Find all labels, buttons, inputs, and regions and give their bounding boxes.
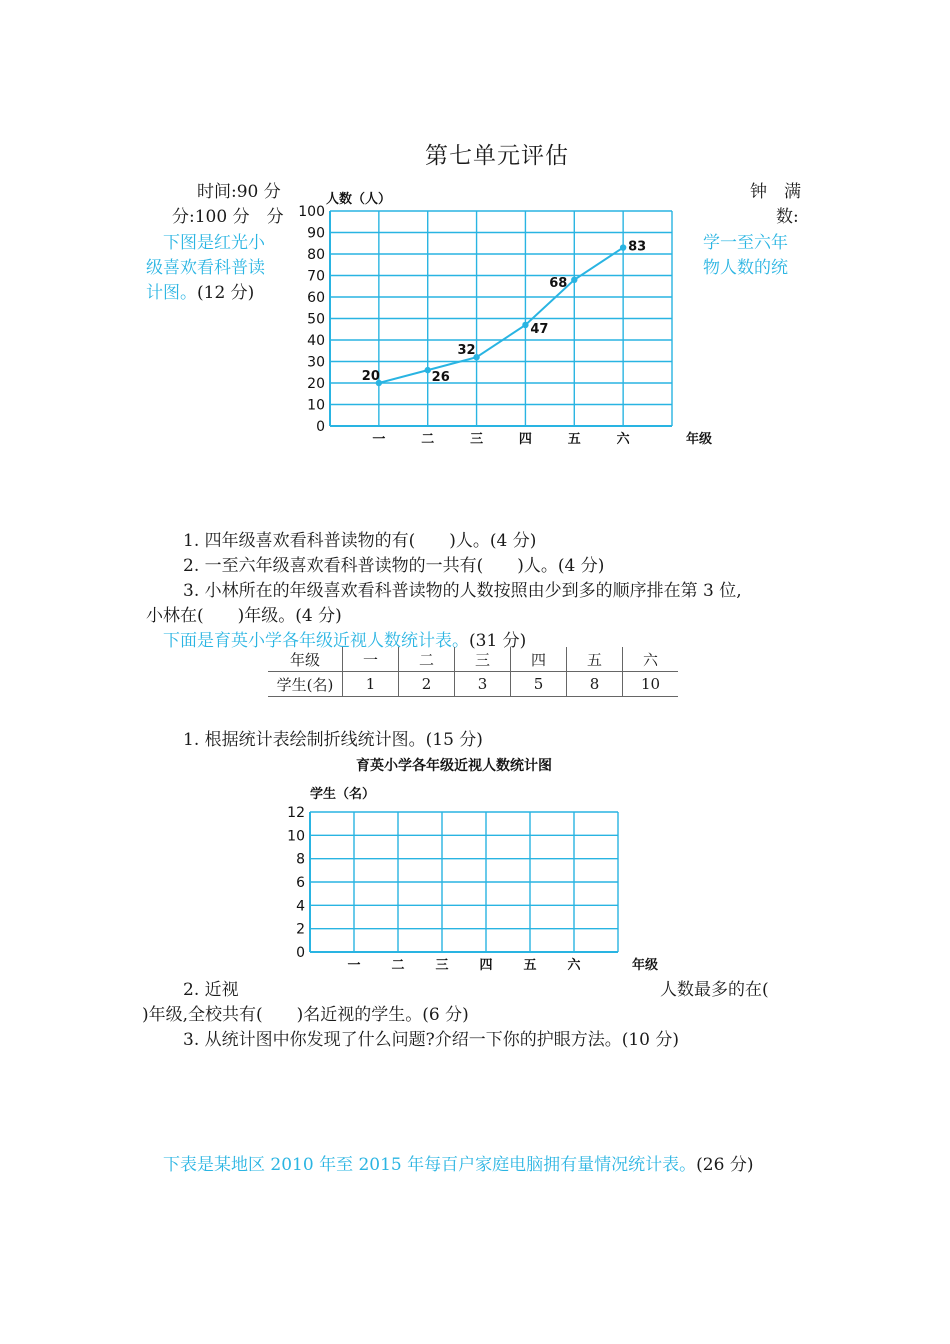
- table-cell: 一: [343, 647, 399, 672]
- full-score: 分:100 分 分: [172, 207, 284, 227]
- x-tick-label: 二: [391, 958, 405, 973]
- table-cell: 二: [399, 647, 455, 672]
- table-cell: 1: [343, 672, 399, 697]
- q3-intro-text: 下表是某地区 2010 年至 2015 年每百户家庭电脑拥有量情况统计表。: [163, 1155, 697, 1175]
- data-label: 32: [457, 343, 476, 359]
- reading-line-chart: [298, 185, 713, 450]
- x-tick-label: 三: [470, 432, 484, 447]
- y-tick-label: 80: [307, 247, 325, 263]
- data-label: 20: [361, 369, 380, 384]
- y-tick-label: 12: [287, 805, 305, 821]
- x-axis-label: 年级: [632, 958, 659, 973]
- y-tick-label: 6: [296, 875, 305, 891]
- y-axis-label: 人数（人）: [326, 192, 392, 207]
- q1-intro-line3-text: 计图。: [146, 283, 197, 303]
- y-tick-label: 20: [307, 376, 325, 392]
- q1-points: (12 分): [197, 283, 255, 303]
- y-tick-label: 4: [296, 898, 305, 915]
- table-cell: 10: [623, 672, 679, 697]
- q2-sub3: 3. 从统计图中你发现了什么问题?介绍一下你的护眼方法。(10 分): [183, 1030, 680, 1050]
- myopia-table: [268, 647, 678, 697]
- table-header-row: [268, 647, 678, 672]
- q1-intro-line2: 级喜欢看科普读: [146, 258, 265, 278]
- y-tick-label: 8: [296, 851, 305, 868]
- q3-intro: [163, 1150, 753, 1175]
- data-point: [620, 244, 626, 250]
- chart-title: 育英小学各年级近视人数统计图: [356, 758, 552, 774]
- y-tick-label: 50: [307, 311, 325, 328]
- x-tick-label: 四: [479, 958, 493, 973]
- x-tick-label: 一: [347, 958, 361, 973]
- q1-side-line2: 物人数的统: [703, 258, 788, 278]
- series-line: [379, 248, 623, 386]
- table-cell: 五: [567, 647, 623, 672]
- y-tick-label: 0: [316, 419, 325, 435]
- y-tick-label: 2: [296, 921, 305, 938]
- q2-points: (31 分): [469, 631, 527, 651]
- q2-sub1: 1. 根据统计表绘制折线统计图。(15 分): [183, 730, 483, 750]
- q1-sub2: 2. 一至六年级喜欢看科普读物的一共有( )人。(4 分): [183, 556, 605, 576]
- x-axis-label: 年级: [686, 432, 713, 447]
- page-title: 第七单元评估: [425, 143, 569, 169]
- table-cell: 2: [399, 672, 455, 697]
- table-cell: 三: [455, 647, 511, 672]
- x-tick-label: 六: [567, 958, 581, 973]
- y-tick-label: 10: [287, 828, 305, 845]
- y-tick-label: 60: [307, 290, 325, 306]
- q2-sub2-right: 人数最多的在(: [660, 980, 769, 1000]
- q2-sub2-left: 2. 近视: [183, 980, 239, 1000]
- y-tick-label: 90: [307, 225, 325, 242]
- table-cell: 六: [623, 647, 679, 672]
- q1-sub1: 1. 四年级喜欢看科普读物的有( )人。(4 分): [183, 531, 537, 551]
- q2-intro-text: 下面是育英小学各年级近视人数统计表。: [163, 631, 469, 651]
- q1-sub3-line1: 3. 小林所在的年级喜欢看科普读物的人数按照由少到多的顺序排在第 3 位,: [183, 581, 742, 601]
- data-point: [571, 277, 577, 283]
- q1-side-line1: 学一至六年: [703, 233, 788, 253]
- table-cell: 年级: [268, 647, 343, 672]
- x-tick-label: 一: [372, 432, 386, 447]
- y-tick-label: 100: [298, 204, 325, 220]
- y-tick-label: 0: [296, 945, 305, 961]
- y-tick-label: 70: [307, 268, 325, 285]
- data-point: [522, 322, 528, 328]
- table-cell: 学生(名): [268, 672, 343, 697]
- x-tick-label: 四: [518, 432, 532, 447]
- y-tick-label: 30: [307, 354, 325, 371]
- table-cell: 8: [567, 672, 623, 697]
- table-row: [268, 672, 678, 697]
- data-label: 83: [628, 239, 647, 255]
- data-point: [425, 367, 431, 373]
- data-label: 26: [431, 370, 450, 386]
- x-tick-label: 五: [567, 432, 581, 447]
- myopia-line-chart: [270, 752, 690, 974]
- header-zhong-man: 钟 满: [750, 182, 801, 202]
- q2-sub2-line2: )年级,全校共有( )名近视的学生。(6 分): [142, 1005, 469, 1025]
- q1-intro-line1: 下图是红光小: [163, 233, 265, 253]
- header-shu: 数:: [776, 207, 799, 227]
- table-cell: 四: [511, 647, 567, 672]
- data-label: 68: [549, 275, 568, 291]
- q3-points: (26 分): [696, 1155, 754, 1175]
- x-tick-label: 六: [616, 432, 630, 447]
- q1-intro-line3: [146, 278, 254, 303]
- table-cell: 5: [511, 672, 567, 697]
- x-tick-label: 五: [523, 958, 537, 973]
- table-cell: 3: [455, 672, 511, 697]
- y-tick-label: 10: [307, 397, 325, 414]
- time-limit: 时间:90 分: [197, 182, 281, 202]
- x-tick-label: 二: [421, 432, 435, 447]
- y-tick-label: 40: [307, 333, 325, 349]
- q1-sub3-line2: 小林在( )年级。(4 分): [146, 606, 342, 626]
- data-label: 47: [530, 321, 549, 337]
- x-tick-label: 三: [435, 958, 449, 973]
- y-axis-label: 学生（名）: [310, 787, 376, 802]
